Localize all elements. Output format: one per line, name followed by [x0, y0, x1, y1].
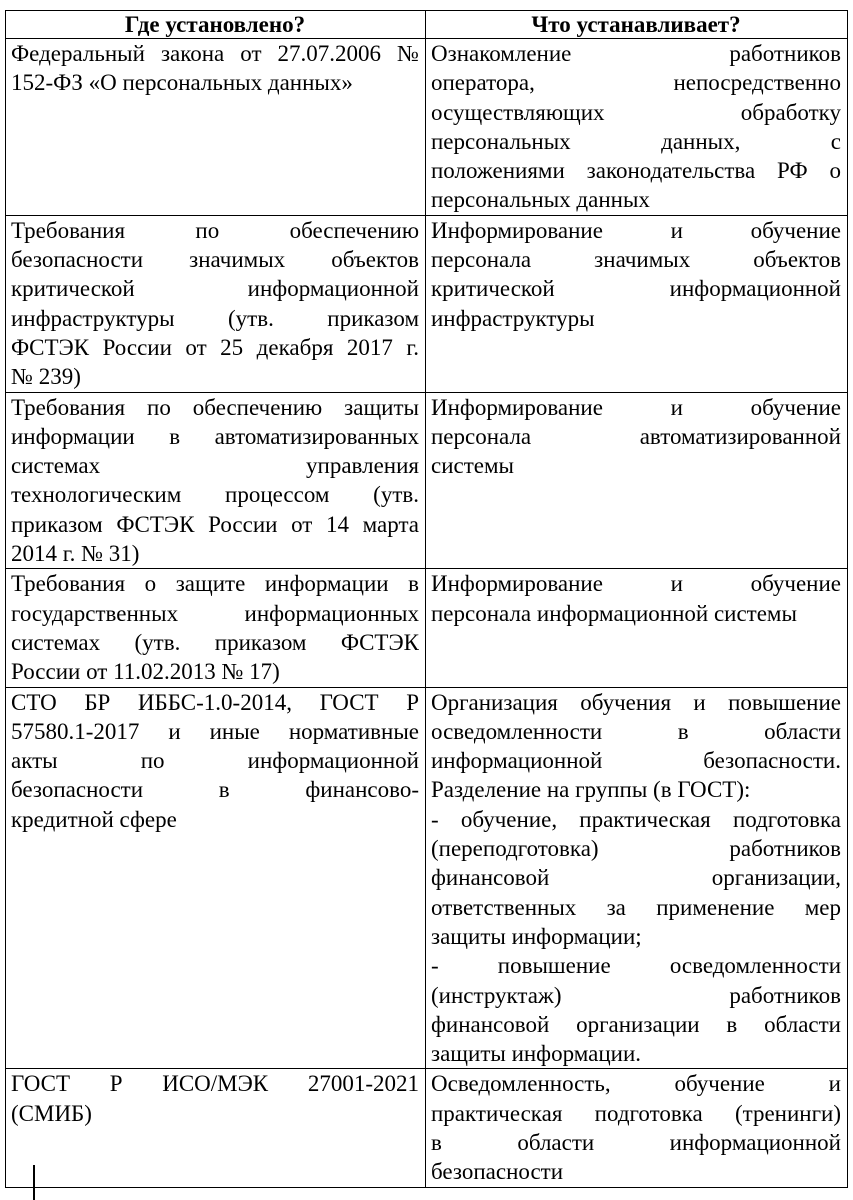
- text-line: Информирование и обучение: [431, 217, 841, 243]
- text-line: 57580.1-2017 и иные нормативные: [11, 718, 419, 744]
- text-line: Требования о защите информации в: [11, 571, 419, 597]
- table-header-row: [6, 11, 848, 39]
- table-row: [6, 1069, 848, 1187]
- table-body: [6, 39, 848, 1188]
- text-line: критической информационной: [431, 276, 841, 302]
- text-line: персонала значимых объектов: [431, 247, 841, 273]
- cell-where: [6, 215, 426, 392]
- text-line: практическая подготовка (тренинги): [431, 1100, 841, 1126]
- cell-where: [6, 569, 426, 687]
- text-line: оператора, непосредственно: [431, 70, 841, 96]
- text-line: защиты информации.: [431, 1041, 642, 1067]
- text-line: финансовой организации,: [431, 865, 841, 891]
- text-line: (переподготовка) работников: [431, 836, 841, 862]
- text-line: персонала автоматизированной: [431, 423, 841, 449]
- text-line: Информирование и обучение: [431, 571, 841, 597]
- text-line: осведомленности в области: [431, 718, 841, 744]
- text-line: осуществляющих обработку: [431, 99, 841, 125]
- text-line: кредитной сфере: [11, 806, 177, 832]
- text-line: технологическим процессом (утв.: [11, 482, 419, 508]
- text-line: финансовой организации в области: [431, 1011, 841, 1037]
- header-what: Что устанавливает?: [426, 11, 848, 39]
- text-line: системах (утв. приказом ФСТЭК: [11, 629, 419, 655]
- cell-what: [426, 215, 848, 392]
- text-line: Разделение на группы (в ГОСТ):: [431, 777, 751, 803]
- text-line: Ознакомление работников: [431, 41, 841, 66]
- requirements-table: [5, 10, 848, 1188]
- text-line: безопасности в финансово-: [11, 777, 419, 803]
- text-line: критической информационной: [11, 276, 419, 302]
- text-line: акты по информационной: [11, 748, 419, 774]
- text-line: ФСТЭК России от 25 декабря 2017 г.: [11, 334, 419, 360]
- cell-what: [426, 687, 848, 1069]
- text-line: приказом ФСТЭК России от 14 марта: [11, 511, 419, 537]
- table-row: [6, 392, 848, 569]
- cell-what: [426, 39, 848, 216]
- text-line: (инструктаж) работников: [431, 982, 841, 1008]
- text-line: системы: [431, 453, 514, 479]
- text-line: защиты информации;: [431, 923, 642, 949]
- text-line: ГОСТ Р ИСО/МЭК 27001-2021: [11, 1071, 419, 1097]
- text-line: Требования по обеспечению защиты: [11, 394, 419, 420]
- text-line: безопасности значимых объектов: [11, 247, 419, 273]
- cell-what: [426, 1069, 848, 1187]
- text-line: России от 11.02.2013 № 17): [11, 659, 280, 685]
- header-where: Где установлено?: [6, 11, 426, 39]
- table-row: [6, 215, 848, 392]
- text-line: СТО БР ИББС-1.0-2014, ГОСТ Р: [11, 689, 419, 715]
- text-line: ответственных за применение мер: [431, 894, 841, 920]
- text-line: безопасности: [431, 1159, 564, 1185]
- cell-where: [6, 392, 426, 569]
- text-line: Требования по обеспечению: [11, 217, 419, 243]
- text-line: персональных данных: [431, 187, 650, 213]
- cell-what: [426, 569, 848, 687]
- text-line: инфраструктуры (утв. приказом: [11, 305, 419, 331]
- text-line: инфраструктуры: [431, 305, 595, 331]
- text-line: 2014 г. № 31): [11, 541, 140, 567]
- text-line: в области информационной: [431, 1129, 841, 1155]
- text-line: Организация обучения и повышение: [431, 689, 841, 715]
- text-line: 152-ФЗ «О персональных данных»: [11, 70, 353, 96]
- text-line: - повышение осведомленности: [431, 953, 841, 979]
- text-line: персональных данных, с: [431, 128, 841, 154]
- text-line: № 239): [11, 364, 81, 390]
- text-line: Информирование и обучение: [431, 394, 841, 420]
- page-margin-line: [33, 1165, 35, 1200]
- cell-where: [6, 39, 426, 216]
- cell-what: [426, 392, 848, 569]
- text-line: системах управления: [11, 453, 419, 479]
- text-line: Осведомленность, обучение и: [431, 1071, 841, 1097]
- table-row: [6, 687, 848, 1069]
- text-line: информационной безопасности.: [431, 748, 841, 774]
- text-line: персонала информационной системы: [431, 600, 797, 626]
- text-line: Федеральный закона от 27.07.2006 №: [11, 41, 419, 66]
- text-line: положениями законодательства РФ о: [431, 158, 841, 184]
- text-line: государственных информационных: [11, 600, 419, 626]
- cell-where: [6, 1069, 426, 1187]
- text-line: (СМИБ): [11, 1100, 92, 1126]
- cell-where: [6, 687, 426, 1069]
- text-line: информации в автоматизированных: [11, 423, 419, 449]
- table-row: [6, 39, 848, 216]
- text-line: - обучение, практическая подготовка: [431, 806, 841, 832]
- table-row: [6, 569, 848, 687]
